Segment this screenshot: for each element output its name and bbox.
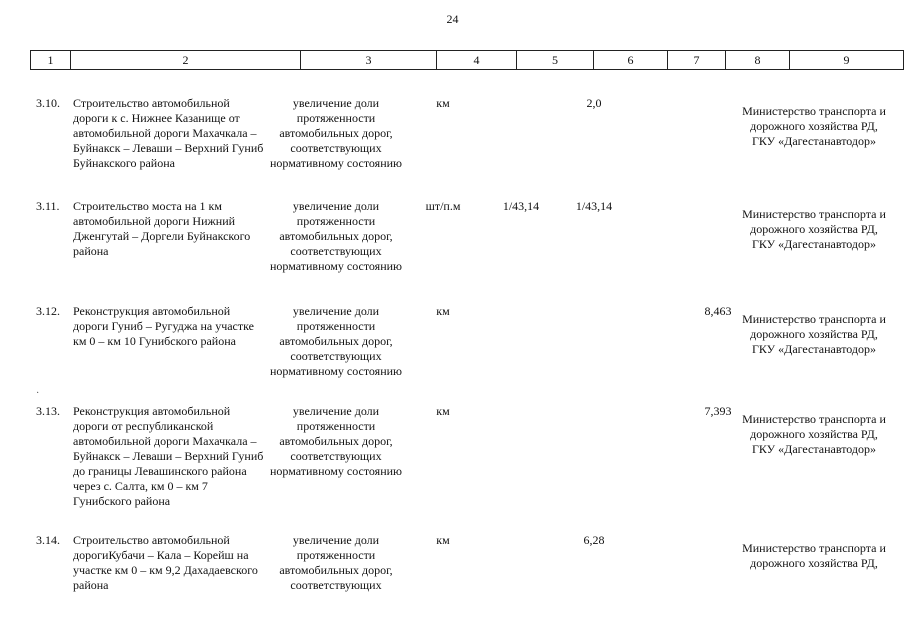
indicator-text: увеличение доли протяженности автомобильных дорог, соответствующих нормативному состоянию (269, 304, 403, 378)
project-name: Реконструкция автомобильной дороги от республиканской автомобильной дороги Махачкала – Буйнакск – Леваши – Верхний Гуниб до границы Левашинского района через с. Салта, км 0 – км 7 Гунибского района (73, 404, 264, 508)
indicator-text: увеличение доли протяженности автомобильных дорог, соответствующих нормативному состоянию (269, 404, 403, 478)
column-header: 7 (668, 51, 726, 70)
column-header: 3 (301, 51, 437, 70)
value-col6: 6,28 (583, 533, 605, 547)
responsible-org: Министерство транспорта и дорожного хозяйства РД, ГКУ «Дагестанавтодор» (742, 104, 886, 148)
column-header: 6 (594, 51, 668, 70)
value-col6: 2,0 (586, 96, 602, 110)
value-col8: 8,463 (704, 304, 732, 318)
column-header: 2 (71, 51, 301, 70)
indicator-text: увеличение доли протяженности автомобильных дорог, соответствующих нормативному состоянию (269, 96, 403, 170)
unit-value: шт/п.м (425, 199, 461, 213)
row-number: 3.12. (36, 304, 60, 318)
unit-value: км (436, 533, 450, 547)
row-number: 3.13. (36, 404, 60, 418)
project-name: Строительство моста на 1 км автомобильной дороги Нижний Дженгутай – Доргели Буйнакского района (73, 199, 251, 258)
column-header: 9 (790, 51, 904, 70)
column-header: 5 (517, 51, 594, 70)
responsible-org: Министерство транспорта и дорожного хозяйства РД, ГКУ «Дагестанавтодор» (742, 312, 886, 356)
responsible-org: Министерство транспорта и дорожного хозяйства РД, ГКУ «Дагестанавтодор» (742, 207, 886, 251)
row-number: 3.11. (36, 199, 60, 213)
indicator-text: увеличение доли протяженности автомобильных дорог, соответствующих (279, 533, 393, 592)
row-number: 3.10. (36, 96, 60, 110)
project-name: Строительство автомобильной дороги к с. Нижнее Казанище от автомобильной дороги Махачкала – Буйнакск – Леваши – Верхний Гуниб Буйнакского района (73, 96, 264, 170)
responsible-org: Министерство транспорта и дорожного хозяйства РД, ГКУ «Дагестанавтодор» (742, 412, 886, 456)
indicator-text: увеличение доли протяженности автомобильных дорог, соответствующих нормативному состоянию (269, 199, 403, 273)
column-header: 4 (437, 51, 517, 70)
page-number: 24 (446, 12, 459, 26)
unit-value: км (436, 304, 450, 318)
unit-value: км (436, 404, 450, 418)
value-col6: 1/43,14 (575, 199, 613, 213)
value-col8: 7,393 (704, 404, 732, 418)
column-header: 1 (31, 51, 71, 70)
unit-value: км (436, 96, 450, 110)
project-name: Строительство автомобильной дорогиКубачи – Кала – Корейш на участке км 0 – км 9,2 Дахадаевского района (73, 533, 258, 592)
project-name: Реконструкция автомобильной дороги Гуниб – Ругуджа на участке км 0 – км 10 Гунибского района (73, 304, 254, 348)
column-header: 8 (726, 51, 790, 70)
value-col5: 1/43,14 (502, 199, 540, 213)
scan-mark: · (36, 388, 40, 399)
responsible-org: Министерство транспорта и дорожного хозяйства РД, (742, 541, 886, 570)
column-header-table (30, 50, 904, 70)
row-number: 3.14. (36, 533, 60, 547)
column-header-row (31, 51, 904, 70)
